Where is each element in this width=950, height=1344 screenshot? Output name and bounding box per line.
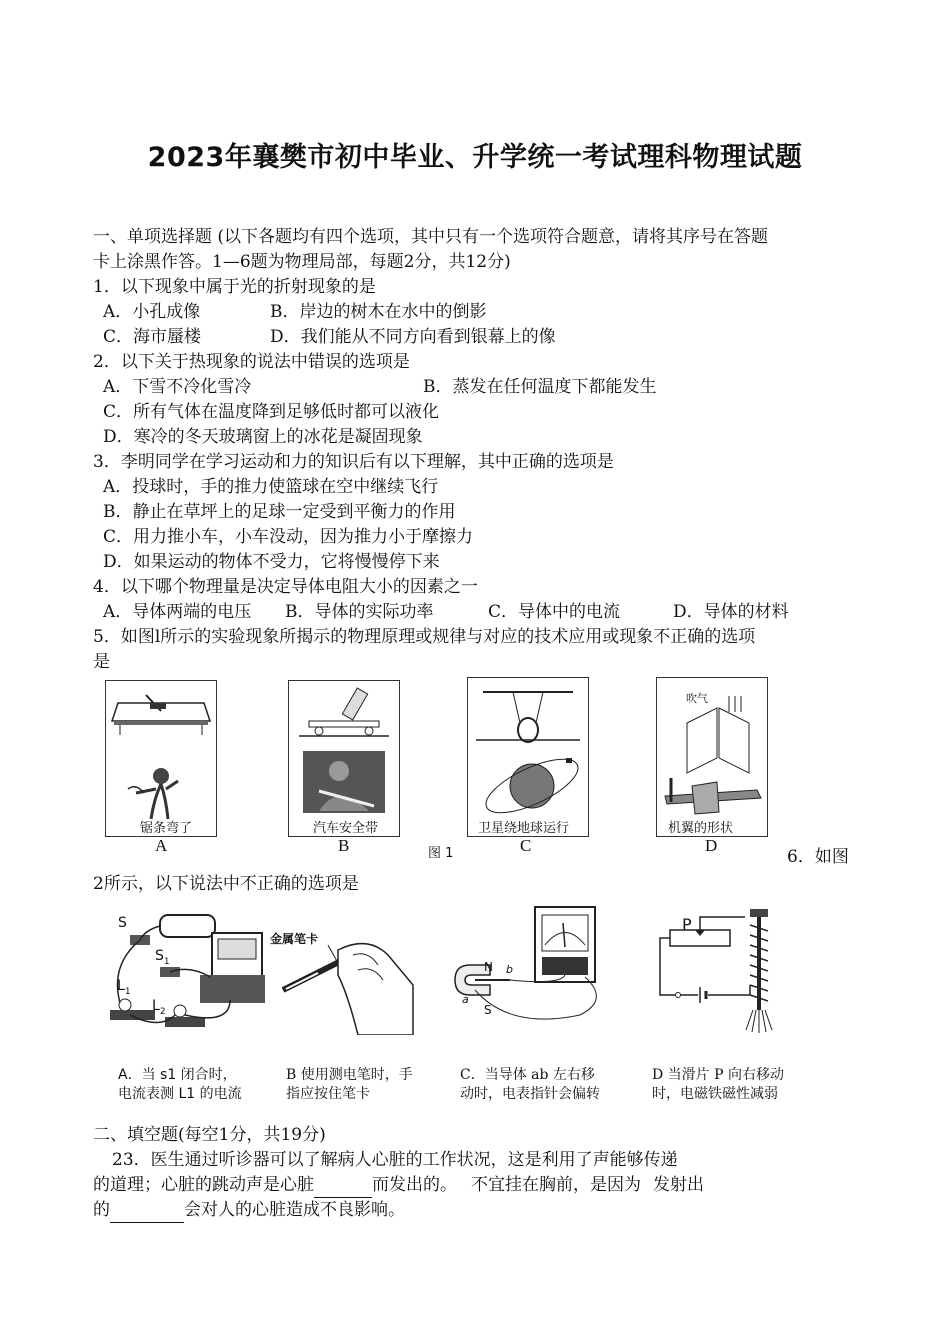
figure2-panel-a	[100, 905, 280, 1035]
figure1-blow-label: 吹气	[686, 692, 708, 705]
figure1-panel-d	[656, 677, 768, 837]
figure1-letter-c: C	[520, 836, 532, 855]
q3-option-a: A．投球时，手的推力使篮球在空中继续飞行	[103, 477, 439, 497]
q2-option-a: A．下雪不冷化雪冷	[103, 377, 252, 397]
figure1-caption-c: 卫星绕地球运行	[478, 821, 570, 836]
q23-line2: 的道理；心脏的跳动声是心脏 而发出的。 不宜挂在胸前，是因为 发射出	[93, 1173, 704, 1198]
q2-stem: 2．以下关于热现象的说法中错误的选项是	[93, 352, 410, 372]
fig2b-pen-clip-label: 金属笔卡	[270, 932, 319, 946]
q1-stem: 1．以下现象中属于光的折射现象的是	[93, 277, 376, 297]
figure2-panel-d	[650, 905, 780, 1035]
q1-option-a: A．小孔成像	[103, 302, 201, 322]
q3-option-b: B．静止在草坪上的足球一定受到平衡力的作用	[103, 502, 456, 522]
q5-stem-line2: 是	[93, 652, 110, 672]
q2-option-d: D．寒冷的冬天玻璃窗上的冰花是凝固现象	[103, 427, 423, 447]
q1-option-d: D．我们能从不同方向看到银幕上的像	[270, 327, 556, 347]
q23-blank-1[interactable]	[314, 1173, 372, 1198]
q4-stem: 4．以下哪个物理量是决定导体电阻大小的因素之一	[93, 577, 478, 597]
fig2-caption-d: D 当滑片 P 向右移动时，电磁铁磁性减弱	[652, 1067, 784, 1102]
figure1-caption-d: 机翼的形状	[668, 821, 734, 836]
fig2d-label-p: P	[682, 915, 692, 934]
q4-option-c: C．导体中的电流	[488, 602, 621, 622]
q2-option-c: C．所有气体在温度降到足够低时都可以液化	[103, 402, 440, 422]
figure1-letter-b: B	[338, 836, 350, 855]
q6-stem-tail: 6．如图	[787, 847, 849, 867]
figure1-caption-b: 汽车安全带	[313, 821, 379, 836]
q4-option-a: A．导体两端的电压	[103, 602, 252, 622]
q2-option-b: B．蒸发在任何温度下都能发生	[423, 377, 657, 397]
figure1-panel-a	[105, 680, 217, 837]
fig2c-label-a: a	[462, 993, 469, 1006]
figure1-letter-a: A	[155, 836, 168, 855]
q23-line1: 23．医生通过听诊器可以了解病人心脏的工作状况，这是利用了声能够传递	[112, 1150, 678, 1170]
figure2-panel-c	[450, 905, 630, 1040]
section1-header-line1: 一、单项选择题 (以下各题均有四个选项，其中只有一个选项符合题意，请将其序号在答题	[93, 227, 769, 247]
q4-option-b: B．导体的实际功率	[285, 602, 434, 622]
figure1-panel-c	[467, 677, 589, 837]
q3-stem: 3．李明同学在学习运动和力的知识后有以下理解，其中正确的选项是	[93, 452, 614, 472]
q6-stem-line2: 2所示，以下说法中不正确的选项是	[93, 874, 359, 894]
fig2a-label-l2: $L_2$	[152, 998, 166, 1017]
fig2a-label-s1: $S_1$	[155, 948, 170, 967]
q3-option-d: D．如果运动的物体不受力，它将慢慢停下来	[103, 552, 440, 572]
q1-option-c: C．海市蜃楼	[103, 327, 202, 347]
section1-header-line2: 卡上涂黑作答。1—6题为物理局部，每题2分，共12分)	[93, 252, 511, 272]
page-title: 2023年襄樊市初中毕业、升学统一考试理科物理试题	[147, 142, 803, 173]
fig2c-label-b: b	[506, 963, 513, 976]
figure1-caption-a: 锯条弯了	[140, 821, 193, 836]
fig2a-label-l1: $L_1$	[117, 978, 131, 997]
fig2-caption-a: A．当 s1 闭合时， 电流表测 L1 的电流	[118, 1067, 242, 1102]
fig2c-label-n: N	[484, 960, 493, 974]
q4-option-d: D．导体的材料	[673, 602, 789, 622]
q23-line3: 的 会对人的心脏造成不良影响。	[93, 1198, 405, 1223]
section2-header: 二、填空题(每空1分，共19分)	[93, 1125, 326, 1145]
figure1-label: 图 1	[428, 846, 454, 861]
q1-option-b: B．岸边的树木在水中的倒影	[270, 302, 487, 322]
figure1-panel-b	[288, 680, 400, 837]
fig2-caption-b: B 使用测电笔时，手指应按住笔卡	[286, 1067, 413, 1102]
q5-stem-line1: 5．如图l所示的实验现象所揭示的物理原理或规律与对应的技术应用或现象不正确的选项	[93, 627, 756, 647]
fig2c-label-s: S	[484, 1003, 492, 1017]
q3-option-c: C．用力推小车，小车没动，因为推力小于摩擦力	[103, 527, 474, 547]
figure1-letter-d: D	[705, 836, 718, 855]
fig2-caption-c: C．当导体 ab 左右移动时，电表指针会偏转	[460, 1067, 600, 1102]
q23-blank-2[interactable]	[110, 1198, 184, 1223]
fig2a-label-s: S	[118, 915, 127, 931]
